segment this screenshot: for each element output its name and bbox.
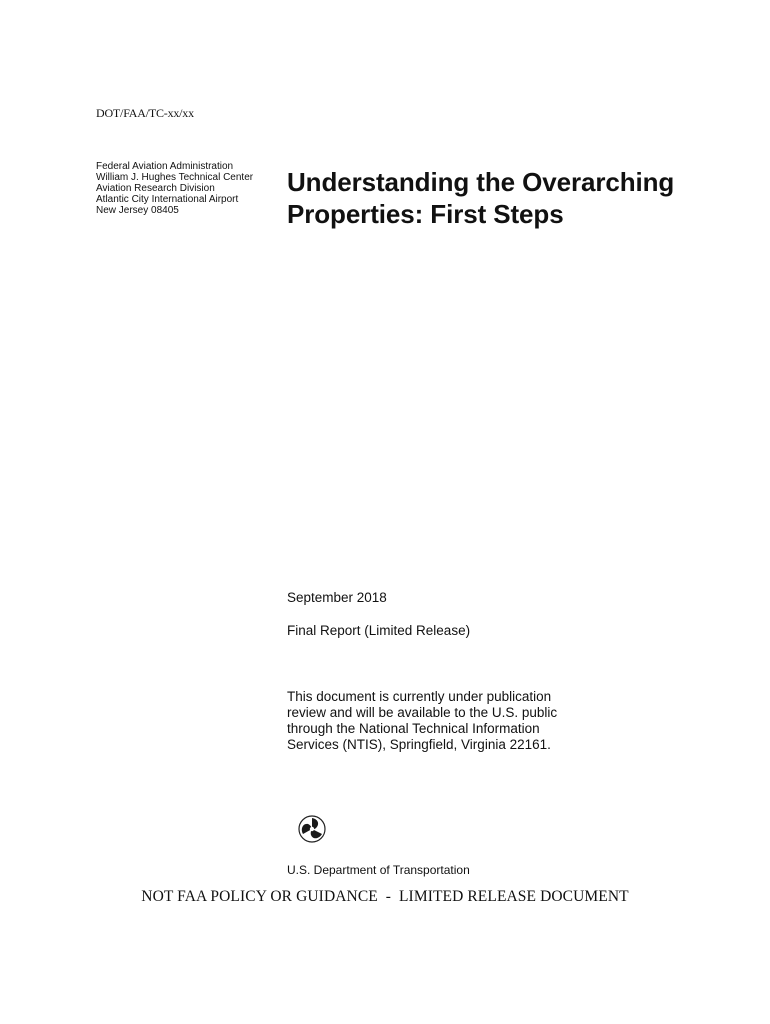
address-line-division: Aviation Research Division [96,183,215,194]
availability-line-3: through the National Technical Information [287,721,540,736]
address-block [96,161,271,216]
availability-line-2: review and will be available to the U.S. public [287,705,558,720]
address-line-state: New Jersey 08405 [96,205,179,216]
report-status: Final Report (Limited Release) [287,623,471,638]
title-line-1: Understanding the Overarching [287,167,675,197]
department-name: U.S. Department of Transportation [287,863,470,877]
publication-date: September 2018 [287,590,387,605]
address-line-center: William J. Hughes Technical Center [96,172,254,183]
address-line-agency: Federal Aviation Administration [96,161,234,172]
availability-line-1: This document is currently under publication [287,689,552,704]
document-title [287,166,727,230]
dot-seal-icon [298,815,326,843]
release-notice: NOT FAA POLICY OR GUIDANCE - LIMITED RELEASE DOCUMENT [141,888,629,905]
address-line-airport: Atlantic City International Airport [96,194,239,205]
title-line-2: Properties: First Steps [287,199,564,229]
availability-line-4: Services (NTIS), Springfield, Virginia 22161. [287,737,551,752]
report-number: DOT/FAA/TC-xx/xx [96,106,194,120]
availability-statement [287,689,587,753]
